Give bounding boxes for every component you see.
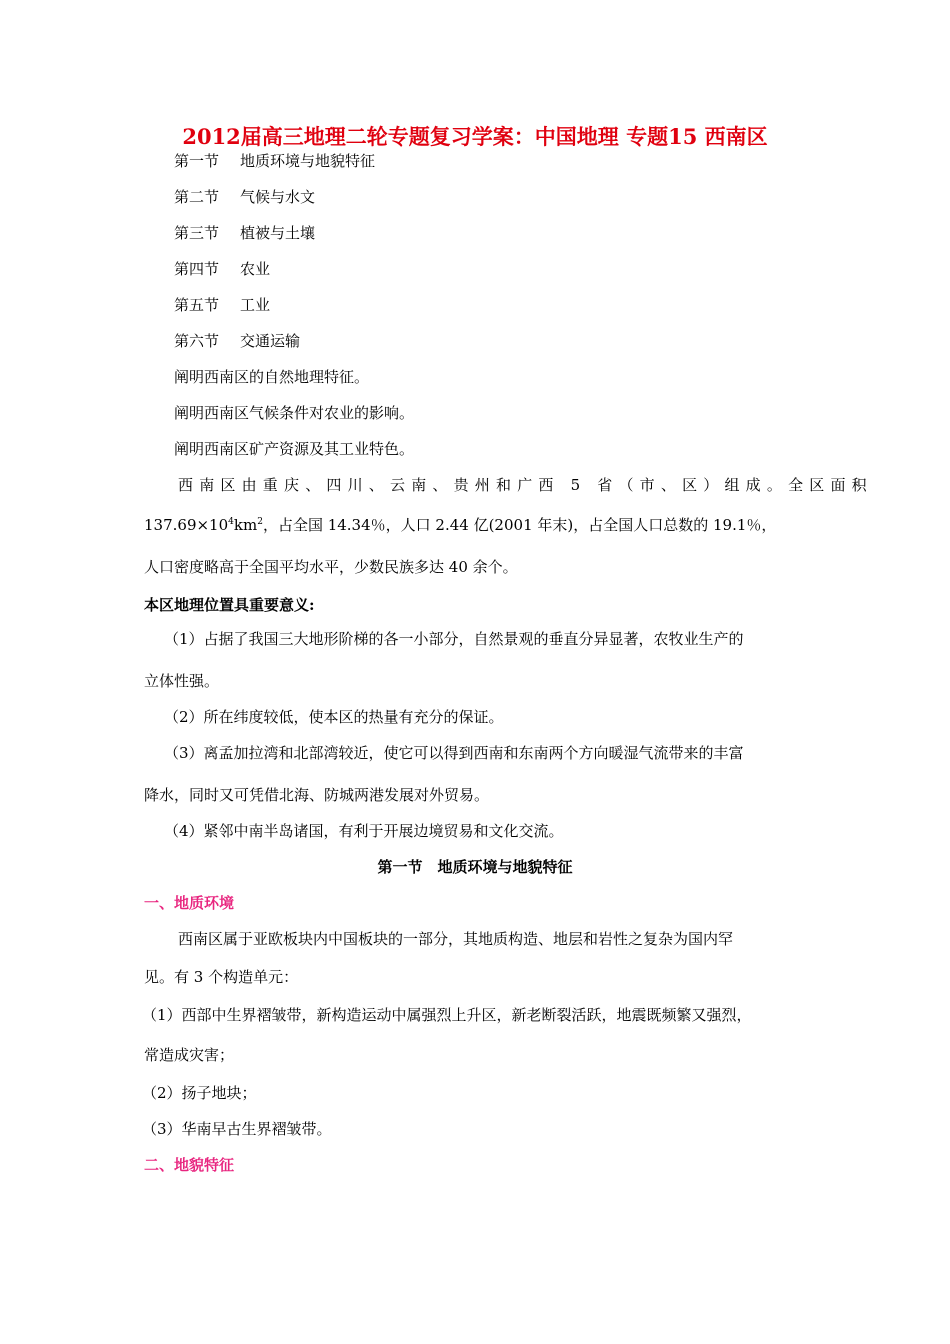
objective-2: 阐明西南区气候条件对农业的影响。 [174,404,415,422]
tectonic-unit-1a: （1）西部中生界褶皱带，新构造运动中属强烈上升区，新老断裂活跃，地震既频繁又强烈， [142,1006,752,1024]
toc-num: 第一节 [174,152,220,170]
significance-point-3a: （3）离孟加拉湾和北部湾较近，使它可以得到西南和东南两个方向暖湿气流带来的丰富 [164,744,744,762]
section-paragraph-line-2: 见。有 3 个构造单元： [144,968,299,986]
toc-name: 工业 [240,296,271,314]
toc-item-5 [174,294,270,316]
significance-heading: 本区地理位置具重要意义: [144,596,315,614]
significance-point-1a: （1）占据了我国三大地形阶梯的各一小部分，自然景观的垂直分异显著，农牧业生产的 [164,630,744,648]
toc-name: 植被与土壤 [240,224,316,242]
objective-3: 阐明西南区矿产资源及其工业特色。 [174,440,415,458]
toc-item-1 [174,150,375,172]
tectonic-unit-1b: 常造成灾害； [144,1046,235,1064]
intro-line-3: 人口密度略高于全国平均水平，少数民族多达 40 余个。 [144,558,518,576]
intro-line-1: 西南区由重庆、四川、云南、贵州和广西 5 省（市、区）组成。全区面积 [178,476,873,494]
toc-item-6 [174,330,300,352]
tectonic-unit-3: （3）华南早古生界褶皱带。 [142,1120,332,1138]
toc-name: 农业 [240,260,271,278]
significance-point-2: （2）所在纬度较低，使本区的热量有充分的保证。 [164,708,504,726]
toc-name: 气候与水文 [240,188,316,206]
significance-point-4: （4）紧邻中南半岛诸国，有利于开展边境贸易和文化交流。 [164,822,564,840]
toc-item-4 [174,258,270,280]
section-paragraph-line-1: 西南区属于亚欧板块内中国板块的一部分，其地质构造、地层和岩性之复杂为国内罕 [178,930,734,948]
objective-1: 阐明西南区的自然地理特征。 [174,368,370,386]
intro-line-2: $137.69\times 10^4km^2$，占全国 14.34％，人口 2.44 亿(2001 年末)，占全国人口总数的 19.1％， [144,516,777,534]
tectonic-unit-2: （2）扬子地块； [142,1084,257,1102]
subsection-heading-2: 二、地貌特征 [144,1156,235,1174]
toc-num: 第六节 [174,332,220,350]
toc-num: 第四节 [174,260,220,278]
toc-name: 交通运输 [240,332,301,350]
section-heading: 第一节 地质环境与地貌特征 [377,858,573,876]
toc-num: 第三节 [174,224,220,242]
subsection-heading-1: 一、地质环境 [144,894,235,912]
significance-point-1b: 立体性强。 [144,672,220,690]
toc-num: 第五节 [174,296,220,314]
significance-point-3b: 降水，同时又可凭借北海、防城两港发展对外贸易。 [144,786,490,804]
toc-num: 第二节 [174,188,220,206]
toc-item-2 [174,186,315,208]
toc-item-3 [174,222,315,244]
toc-name: 地质环境与地貌特征 [240,152,376,170]
document-title: 2012届高三地理二轮专题复习学案：中国地理 专题15 西南区 [182,124,768,149]
